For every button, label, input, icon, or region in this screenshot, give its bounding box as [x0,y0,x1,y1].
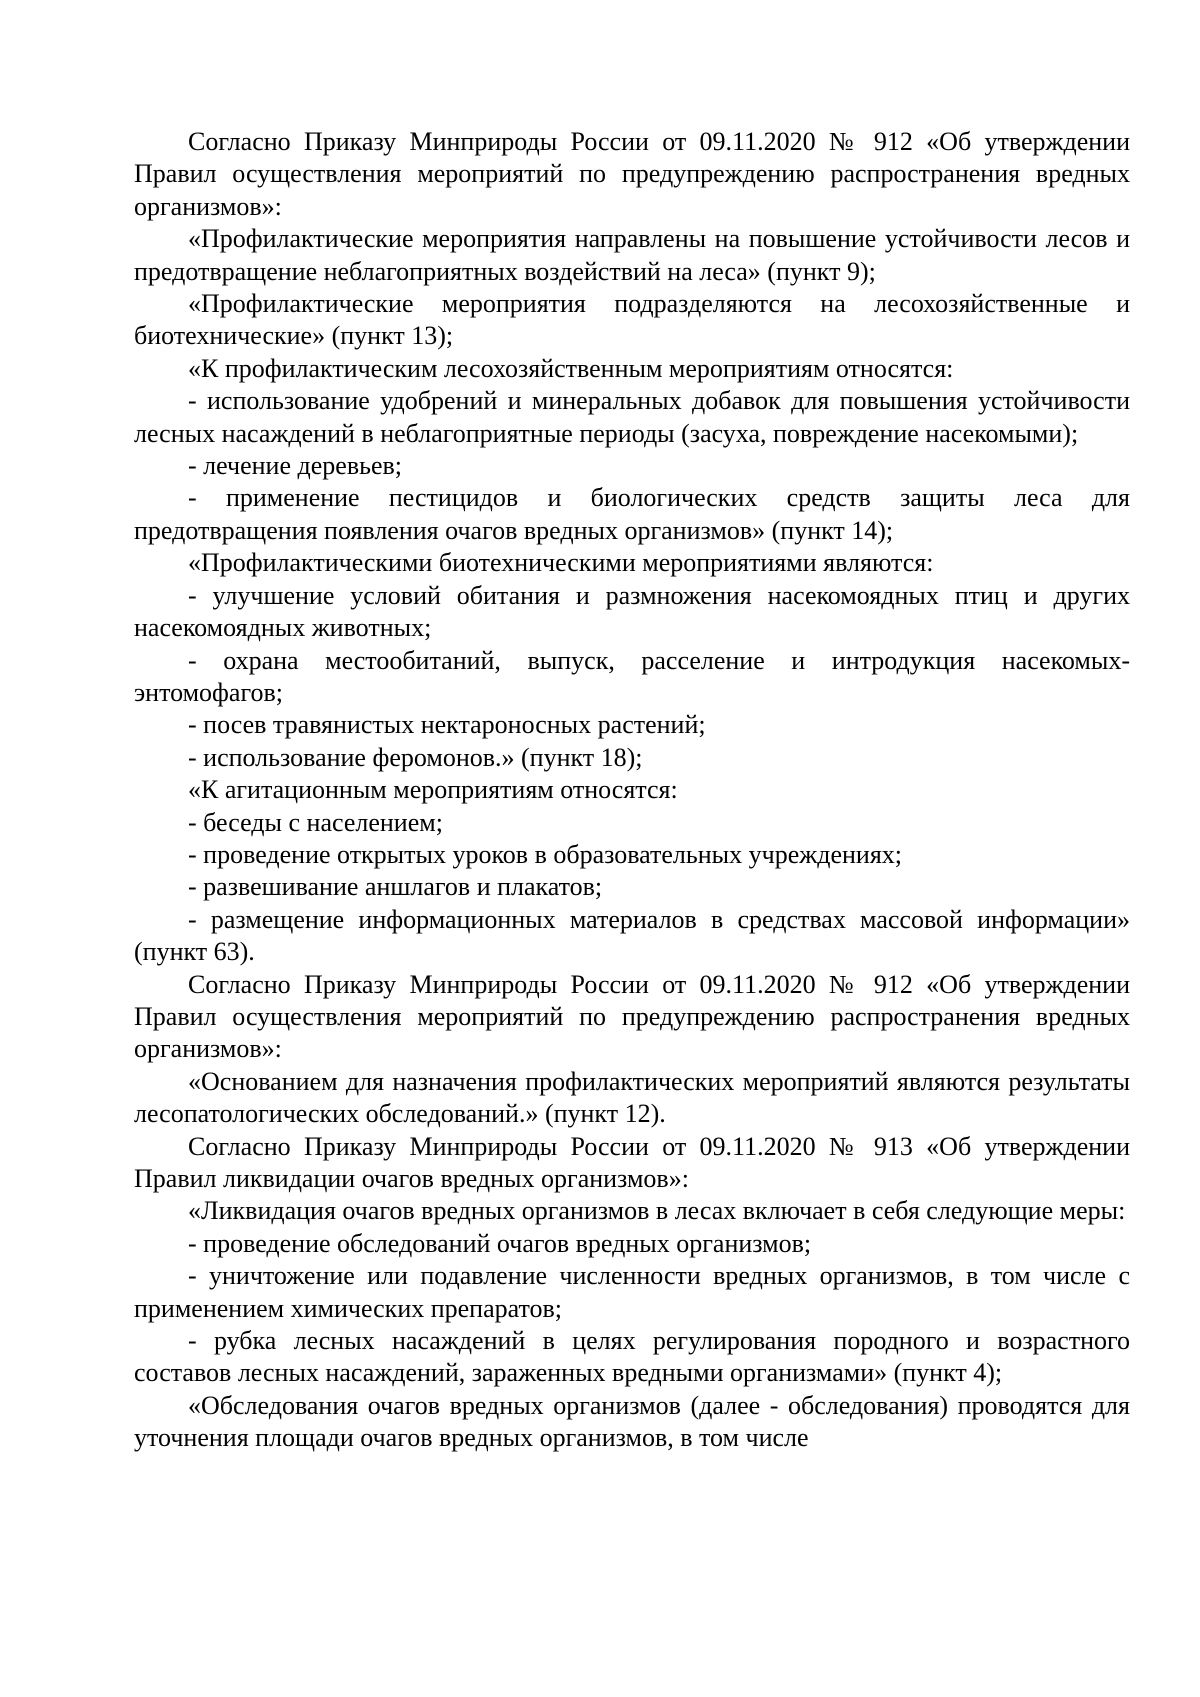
paragraph: Согласно Приказу Минприроды России от 09.11.2020 № 912 «Об утверждении Правил осуществления мероприятий по предупреждению распространения вредных организмов»: [134,127,1130,221]
paragraph: - посев травянистых нектароносных растений; [188,710,706,740]
paragraph: «К агитационным мероприятиям относятся: [188,775,678,805]
paragraph: - улучшение условий обитания и размножения насекомоядных птиц и других насекомоядных животных; [134,580,1130,643]
paragraph: - уничтожение или подавление численности вредных организмов, в том числе с применением химических препаратов; [134,1261,1130,1323]
paragraph: «Обследования очагов вредных организмов (далее - обследования) проводятся для уточнения площади очагов вредных организмов, в том числе [134,1390,1130,1453]
document-body [134,126,1130,1455]
paragraph: Согласно Приказу Минприроды России от 09.11.2020 № 913 «Об утверждении Правил ликвидации очагов вредных организмов»: [134,1131,1130,1193]
paragraph: «Профилактические мероприятия направлены на повышение устойчивости лесов и предотвращение неблагоприятных воздействий на леса» (пункт 9); [134,224,1130,286]
paragraph: - охрана местообитаний, выпуск, расселение и интродукция насекомых-энтомофагов; [134,645,1130,707]
paragraph: - лечение деревьев; [188,451,402,481]
paragraph: - рубка лесных насаждений в целях регулирования породного и возрастного составов лесных насаждений, зараженных вредными организмами» (пункт 4); [134,1326,1130,1388]
paragraph: - беседы с населением; [188,807,443,837]
paragraph: - развешивание аншлагов и плакатов; [188,872,603,902]
paragraph: - проведение открытых уроков в образовательных учреждениях; [188,839,903,869]
paragraph: - использование удобрений и минеральных добавок для повышения устойчивости лесных насаждений в неблагоприятные периоды (засуха, повреждение насекомыми); [134,386,1130,448]
paragraph: «Профилактические мероприятия подразделяются на лесохозяйственные и биотехнические» (пункт 13); [134,289,1130,351]
paragraph: - применение пестицидов и биологических средств защиты леса для предотвращения появления очагов вредных организмов» (пункт 14); [134,483,1130,545]
paragraph: - использование феромонов.» (пункт 18); [188,742,643,772]
paragraph: - проведение обследований очагов вредных организмов; [188,1228,812,1258]
paragraph: «К профилактическим лесохозяйственным мероприятиям относятся: [188,353,954,383]
paragraph: «Профилактическими биотехническими мероприятиями являются: [188,548,934,578]
paragraph: Согласно Приказу Минприроды России от 09.11.2020 № 912 «Об утверждении Правил осуществления мероприятий по предупреждению распространения вредных организмов»: [134,969,1130,1064]
paragraph: «Ликвидация очагов вредных организмов в лесах включает в себя следующие меры: [188,1196,1126,1226]
paragraph: «Основанием для назначения профилактических мероприятий являются результаты лесопатологических обследований.» (пункт 12). [134,1066,1130,1129]
paragraph: - размещение информационных материалов в средствах массовой информации» (пункт 63). [134,904,1130,967]
